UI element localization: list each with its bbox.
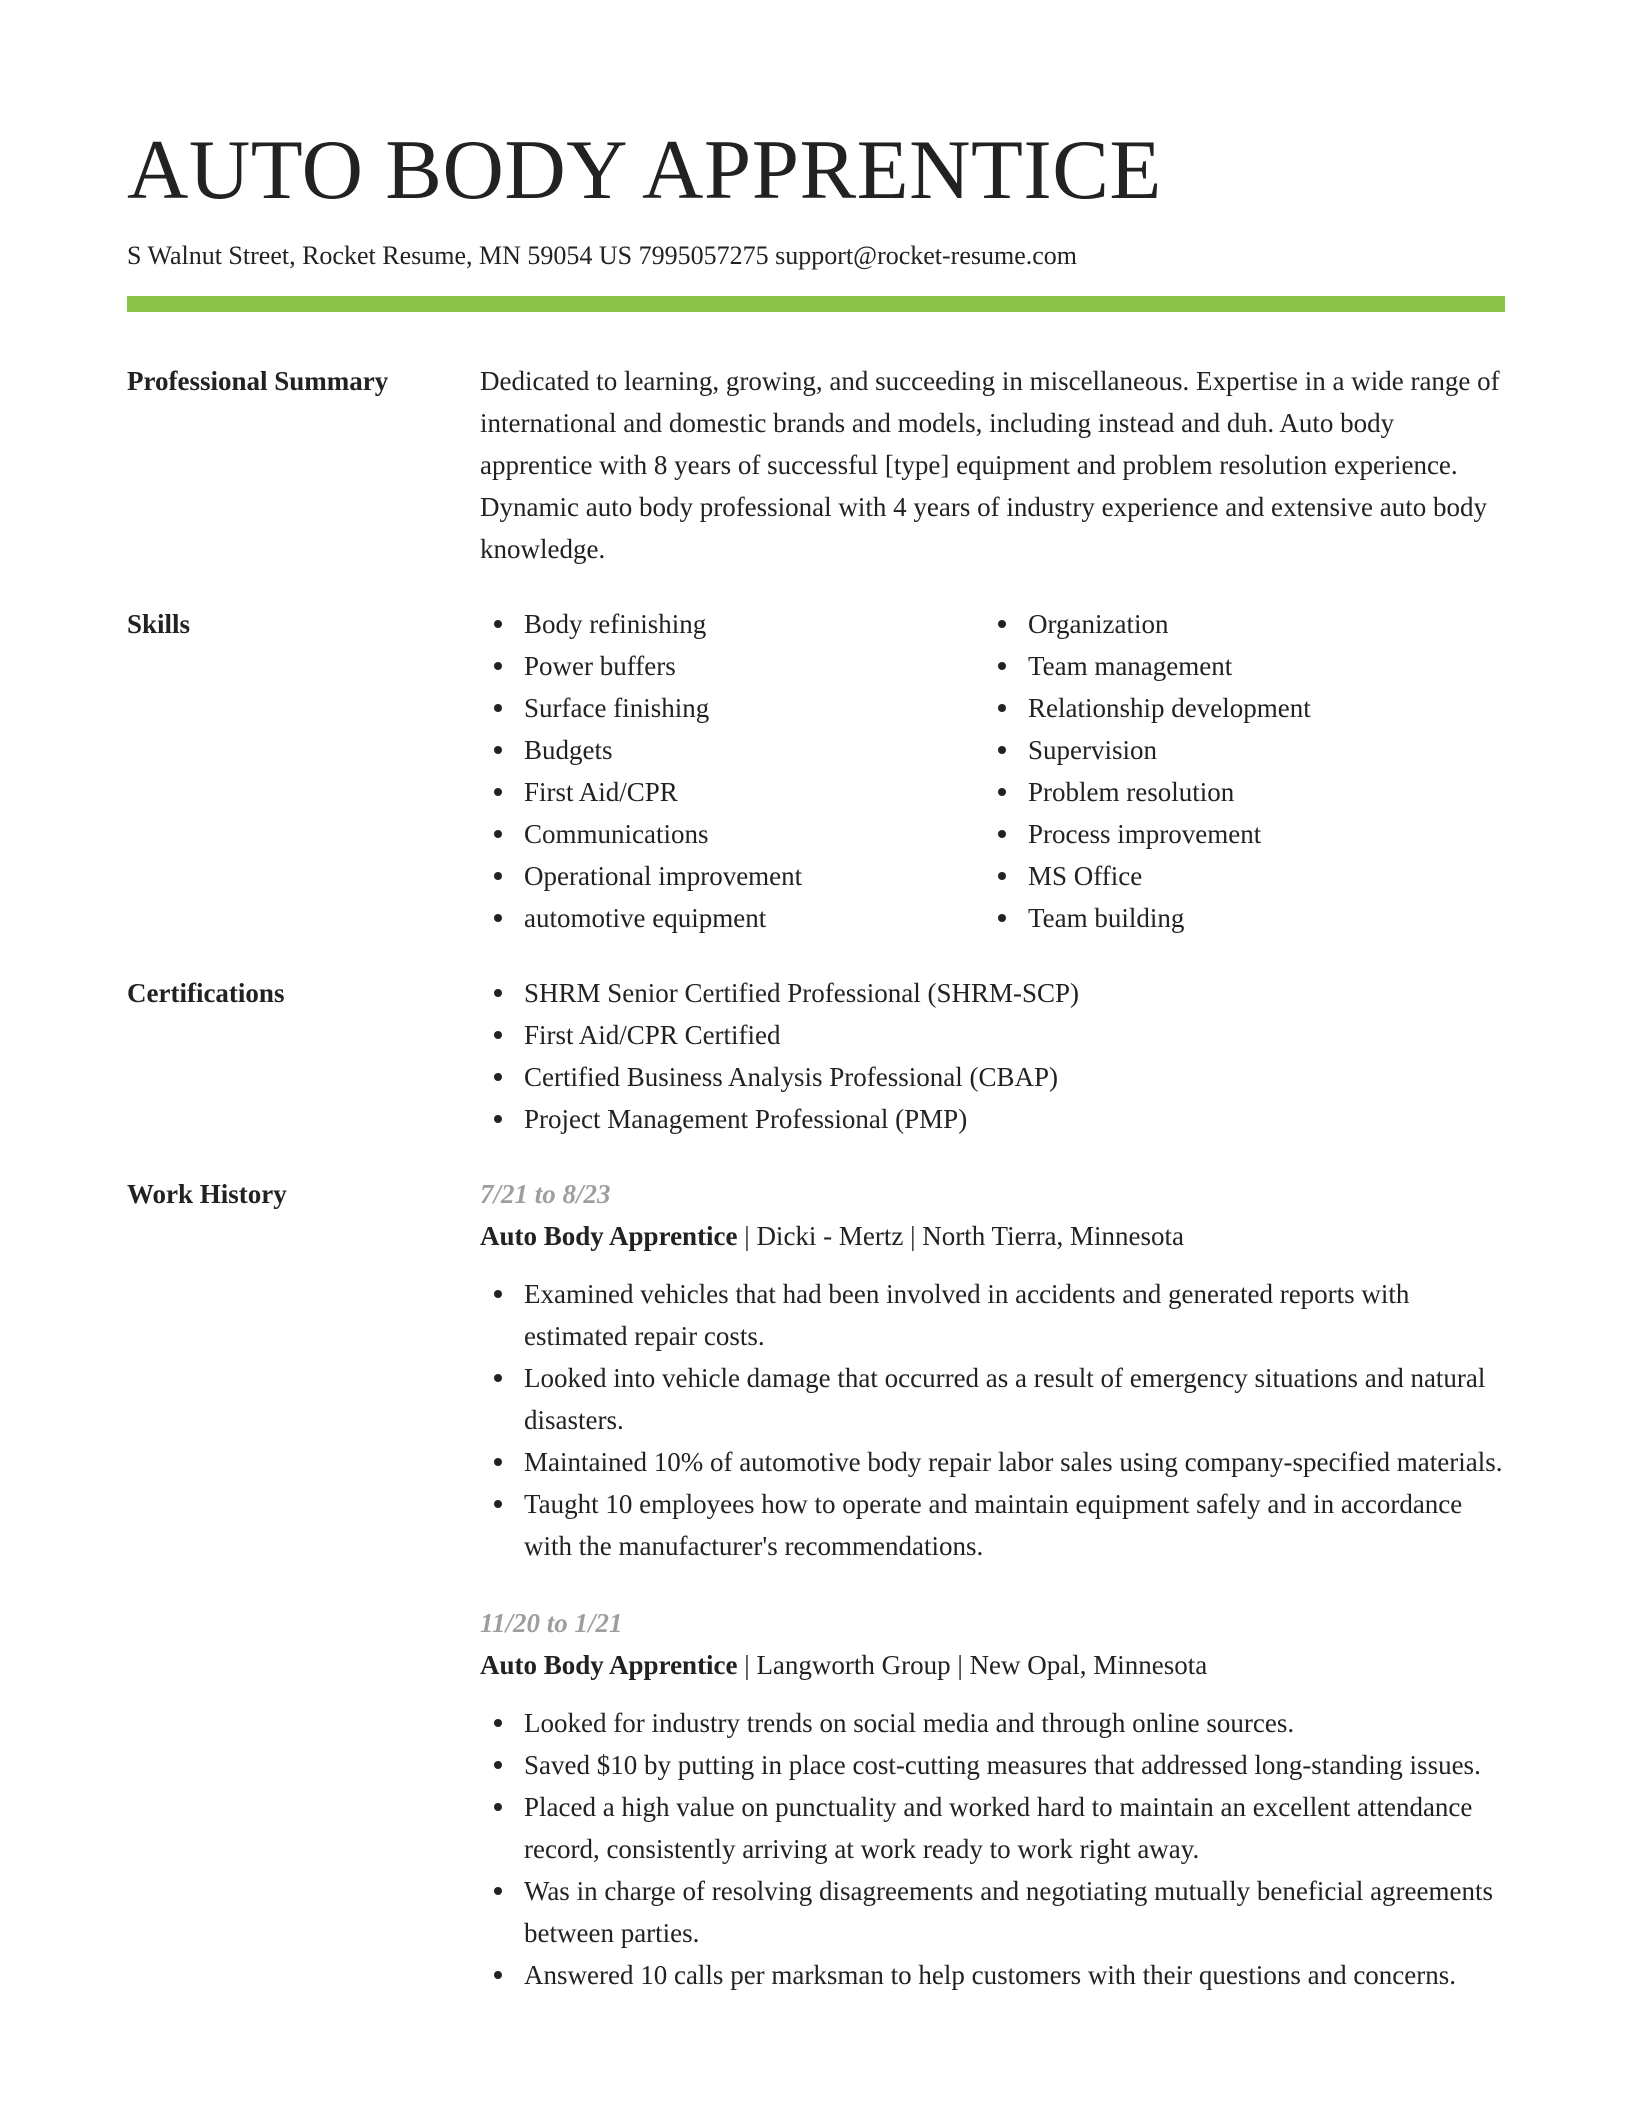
job-separator: | (737, 1221, 757, 1251)
job-separator: | (903, 1221, 923, 1251)
skills-grid (480, 603, 1505, 939)
certification-item: SHRM Senior Certified Professional (SHRM-SCP) (480, 972, 1505, 1014)
contact-line: S Walnut Street, Rocket Resume, MN 59054 US 7995057275 support@rocket-resume.com (127, 241, 1078, 270)
skills-column-2 (984, 603, 1488, 939)
skill-item: automotive equipment (480, 897, 984, 939)
job-bullet: Looked into vehicle damage that occurred as a result of emergency situations and natural disasters. (480, 1357, 1505, 1441)
job-dates: 11/20 to 1/21 (480, 1608, 623, 1638)
job-company: Dicki - Mertz (756, 1221, 904, 1251)
job-bullets (480, 1273, 1505, 1567)
work-history-section (127, 1173, 1505, 1996)
skill-item: Operational improvement (480, 855, 984, 897)
certifications-list (480, 972, 1505, 1140)
job-location: New Opal, Minnesota (969, 1650, 1208, 1680)
job-bullet: Was in charge of resolving disagreements and negotiating mutually beneficial agreements between parties. (480, 1870, 1505, 1954)
skill-item: Power buffers (480, 645, 984, 687)
job-bullet: Examined vehicles that had been involved in accidents and generated reports with estimated repair costs. (480, 1273, 1505, 1357)
skill-item: Relationship development (984, 687, 1488, 729)
skills-column-1 (480, 603, 984, 939)
work-history-heading: Work History (127, 1179, 287, 1209)
job-title: Auto Body Apprentice (480, 1221, 738, 1251)
skill-item: Budgets (480, 729, 984, 771)
job-bullet: Answered 10 calls per marksman to help customers with their questions and concerns. (480, 1954, 1505, 1996)
resume-title: AUTO BODY APPRENTICE (127, 123, 1162, 217)
job-entry (480, 1173, 1505, 1567)
job-heading (480, 1215, 1505, 1257)
job-title: Auto Body Apprentice (480, 1650, 738, 1680)
job-separator: | (737, 1650, 757, 1680)
skill-item: Communications (480, 813, 984, 855)
skill-item: MS Office (984, 855, 1488, 897)
skill-item: First Aid/CPR (480, 771, 984, 813)
certification-item: Project Management Professional (PMP) (480, 1098, 1505, 1140)
job-entry (480, 1602, 1505, 1996)
job-bullet: Looked for industry trends on social media and through online sources. (480, 1702, 1505, 1744)
certification-item: Certified Business Analysis Professional (CBAP) (480, 1056, 1505, 1098)
certifications-heading: Certifications (127, 978, 285, 1008)
skill-item: Supervision (984, 729, 1488, 771)
skills-section (127, 603, 1505, 939)
job-bullet: Maintained 10% of automotive body repair labor sales using company-specified materials. (480, 1441, 1505, 1483)
skill-item: Body refinishing (480, 603, 984, 645)
skill-item: Surface finishing (480, 687, 984, 729)
job-separator: | (950, 1650, 970, 1680)
certifications-section (127, 972, 1505, 1140)
skill-item: Problem resolution (984, 771, 1488, 813)
summary-heading: Professional Summary (127, 366, 389, 396)
job-heading (480, 1644, 1505, 1686)
job-bullet: Placed a high value on punctuality and worked hard to maintain an excellent attendance record, consistently arriving at work ready to work right away. (480, 1786, 1505, 1870)
job-company: Langworth Group (756, 1650, 951, 1680)
summary-section (127, 360, 1505, 570)
job-bullet: Saved $10 by putting in place cost-cutting measures that addressed long-standing issues. (480, 1744, 1505, 1786)
job-dates: 7/21 to 8/23 (480, 1179, 611, 1209)
job-bullets (480, 1702, 1505, 1996)
skill-item: Organization (984, 603, 1488, 645)
skill-item: Process improvement (984, 813, 1488, 855)
skill-item: Team building (984, 897, 1488, 939)
skill-item: Team management (984, 645, 1488, 687)
skills-heading: Skills (127, 609, 191, 639)
certification-item: First Aid/CPR Certified (480, 1014, 1505, 1056)
job-location: North Tierra, Minnesota (922, 1221, 1185, 1251)
accent-divider (127, 296, 1505, 312)
summary-text: Dedicated to learning, growing, and succeeding in miscellaneous. Expertise in a wide range of international and domestic brands and models, including instead and duh. Auto body apprentice with 8 years of successful [type] equipment and problem resolution experience. Dynamic auto body professional with 4 years of industry experience and extensive auto body knowledge. (480, 366, 1500, 564)
job-bullet: Taught 10 employees how to operate and maintain equipment safely and in accordance with the manufacturer's recommendations. (480, 1483, 1505, 1567)
